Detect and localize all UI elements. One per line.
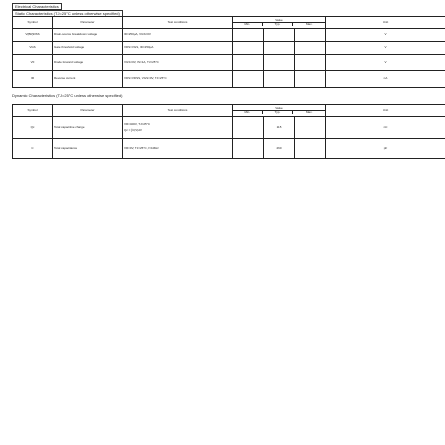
row-symbol: VGS bbox=[13, 42, 53, 55]
table-row bbox=[13, 117, 445, 139]
row-unit: pF bbox=[326, 139, 445, 159]
unit-header: Unit bbox=[326, 17, 445, 29]
row-symbol: VF bbox=[13, 55, 53, 71]
row-typ: 260 bbox=[264, 139, 295, 159]
min-header: Min. bbox=[233, 23, 262, 27]
parameter-header: Parameter bbox=[53, 17, 123, 29]
dynamic-characteristics-caption: Dynamic Characteristics (TJ=25°C unless otherwise specified) bbox=[12, 93, 123, 98]
row-conditions bbox=[123, 117, 233, 139]
row-parameter: Drain-source breakdown voltage bbox=[53, 29, 123, 42]
row-min bbox=[233, 71, 264, 88]
symbol-header: Symbol bbox=[13, 105, 53, 117]
dynamic-characteristics-table bbox=[12, 104, 445, 159]
row-typ bbox=[264, 29, 295, 42]
row-conditions: VR=0V, TJ=25°C, f=1MHz bbox=[123, 139, 233, 159]
row-unit: V bbox=[326, 42, 445, 55]
unit-header: Unit bbox=[326, 105, 445, 117]
max-header: Max. bbox=[305, 22, 313, 26]
row-conditions-line1: VR=400V, TJ=25°C bbox=[124, 121, 151, 126]
row-typ bbox=[264, 55, 295, 71]
row-conditions: VGS=0V, IS=1A, TJ=25°C bbox=[123, 55, 233, 71]
row-max bbox=[295, 42, 326, 55]
value-label: Value bbox=[233, 107, 325, 111]
row-parameter: Diode forward voltage bbox=[53, 55, 123, 71]
row-unit: V bbox=[326, 29, 445, 42]
parameter-header: Parameter bbox=[53, 105, 123, 117]
row-parameter: Reverse current bbox=[53, 71, 123, 88]
row-unit: nA bbox=[326, 71, 445, 88]
row-unit: V bbox=[326, 55, 445, 71]
row-min bbox=[233, 55, 264, 71]
row-min bbox=[233, 139, 264, 159]
row-typ: 115 bbox=[264, 117, 295, 139]
table-row bbox=[13, 71, 445, 88]
table-header-row bbox=[13, 17, 445, 29]
row-parameter: Total capacitance bbox=[53, 139, 123, 159]
max-header: Max. bbox=[305, 110, 313, 114]
typ-header: Typ. bbox=[262, 111, 293, 115]
row-max bbox=[295, 117, 326, 139]
row-conditions: ID=250μA, VGS=0V bbox=[123, 29, 233, 42]
value-header bbox=[233, 105, 326, 117]
row-unit: nC bbox=[326, 117, 445, 139]
conditions-header: Test conditions bbox=[123, 17, 233, 29]
row-symbol: Qc bbox=[13, 117, 53, 139]
row-typ bbox=[264, 42, 295, 55]
row-min bbox=[233, 117, 264, 139]
min-header: Min. bbox=[233, 111, 262, 115]
value-label: Value bbox=[233, 19, 325, 23]
row-typ bbox=[264, 71, 295, 88]
conditions-header: Test conditions bbox=[123, 105, 233, 117]
table-row bbox=[13, 139, 445, 159]
row-min bbox=[233, 29, 264, 42]
row-max bbox=[295, 139, 326, 159]
table-row bbox=[13, 55, 445, 71]
row-symbol: V(BR)DSS bbox=[13, 29, 53, 42]
row-max bbox=[295, 55, 326, 71]
table-row bbox=[13, 42, 445, 55]
typ-header: Typ. bbox=[262, 23, 293, 27]
symbol-header: Symbol bbox=[13, 17, 53, 29]
table-row bbox=[13, 29, 445, 42]
row-max bbox=[295, 71, 326, 88]
row-parameter: Gate threshold voltage bbox=[53, 42, 123, 55]
row-max bbox=[295, 29, 326, 42]
row-conditions-line2: Qc = ∫C(V)dV bbox=[124, 128, 142, 132]
row-symbol: IR bbox=[13, 71, 53, 88]
row-parameter: Total capacitive charge bbox=[53, 117, 123, 139]
static-characteristics-table bbox=[12, 16, 445, 88]
section-header-title: Electrical Characteristics bbox=[12, 3, 62, 10]
row-conditions: VDS=VDSS, VGS=0V, TJ=25°C bbox=[123, 71, 233, 88]
static-characteristics-caption: Static Characteristics (TJ=25°C unless otherwise specified) bbox=[12, 10, 123, 17]
row-symbol: C bbox=[13, 139, 53, 159]
row-min bbox=[233, 42, 264, 55]
table-header-row bbox=[13, 105, 445, 117]
row-conditions: VDS=VGS, ID=250μA bbox=[123, 42, 233, 55]
value-header bbox=[233, 17, 326, 29]
